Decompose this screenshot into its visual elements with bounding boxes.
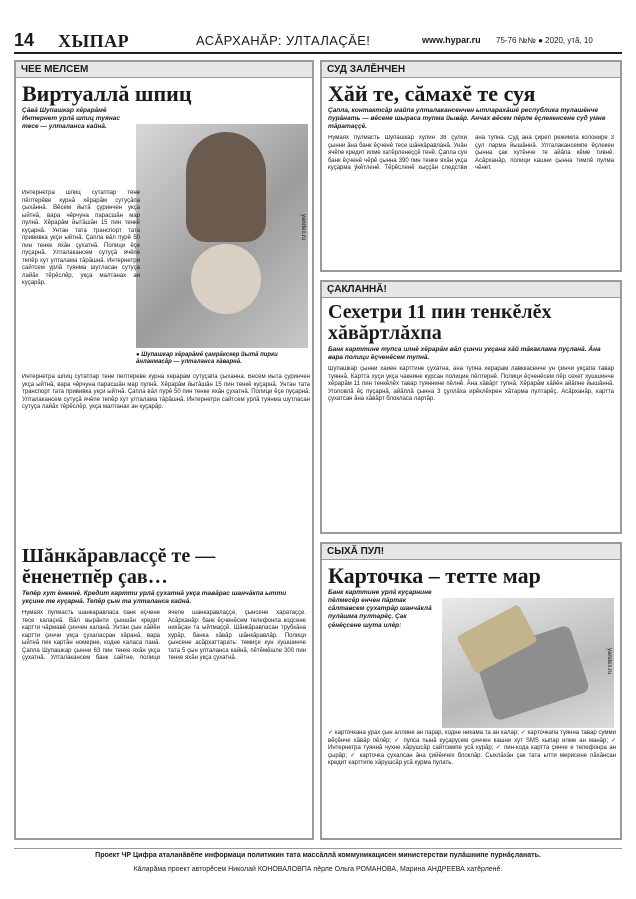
text-spitz-full (16, 374, 316, 534)
paper-name: ХЫПАР (58, 31, 130, 51)
dog-silhouette (191, 244, 261, 314)
lead-spitz: Çăвă Шупашкар хĕрарăмĕ Интернет урлă шпиц туянас тесе — улталанса кайнă. (22, 107, 120, 131)
body-career: Нумаях пулмасть шăнкăравласа банк ĕçченĕ тесе калаçнă. Вăл вырăнти çыншăн кредит картти чăрмавĕ çинчен каланă. Унтан çын хăйĕн картти çинчи укçа çухаласран хăранă, вара ыйтнă пек картăн номерне, кодне каласа панă. Çапла Шупашкар çынни 63 пин тенке яхăн укçа çухатнă. Улталакансем банк сайтне, полици ячĕпе шăнкăравлаççĕ, çынсене хăратаççĕ. Асăрханăр: банк ĕçченĕсем телефонпа кодсене нихăçан та ыйтмаççĕ. Шăнкăравласан трубкăна хурăр, банка хăвăр шăнкăравлăр. Полици çынсене асăрхаттарать: темиçе кун хушшинче тата 5 çын улталанса кайнă, пĕтĕмĕшле 300 пин тенке яхăн укçа çухатнă. (22, 610, 306, 662)
photo-credit: yandex.ru (300, 214, 306, 241)
photo-woman-with-dog (136, 124, 308, 348)
lead-sisters: Банк карттине тупса илнĕ хĕрарăм вăл çинчи укçана хăй тăкаклама пуçланă. Ăна вара полици ĕçченĕсем тупнă. (328, 346, 601, 362)
rubric-label: ЧЕЕ МЕЛСЕМ (16, 62, 312, 78)
woman-silhouette (186, 132, 266, 242)
photo-card-terminal (442, 598, 614, 728)
rubric-label: ÇАКЛАННĂ! (322, 282, 620, 298)
article-box-sisters (320, 280, 622, 534)
article-box-court (320, 60, 622, 272)
issue-info: 75-76 №№ ● 2020, утă, 10 (496, 36, 593, 45)
footer-line-1: Проект ЧР Цифра аталанăвĕпе информаци политикин тата массăллă коммуникацисен министерстви пулăшнипе пурнăçланать. (14, 848, 622, 859)
body-spitz: Интернетра шпиц сутатпăр тенĕ пĕлтерĕве курнă хĕрарăм сутуçăпа çыхăннă. Вĕсем йытă çуринчен укçа ыйтнă, вара чĕрчуна парасшăн мар пулнă. Хĕрарăм йытăшăн 15 пин тенкĕ куçарнă. Унтан тата транспорт тата прививка укçи ыйтнă. Çапла вăл пурĕ 50 пин тенке яхăн çухатнă. Полици ĕçе пуçарнă. Улталакансем сутуçă ячĕпе тепĕр хут улталама тăрăшнă. Интернетри сайтсем урлă туянма шутласан сутуçа лайăх тĕрĕслĕр, укçа малтанах ан куçарăр. (22, 374, 310, 410)
body-sisters: Шупашкар çынни хăйĕн карттине çухатнă, ăна тупнă хĕрарăм лавккасенче ун çинчи укçапа тавар туяннă. Картта хуçи укçа чакнине курсан полицие пĕлтернĕ. Полици ĕçченĕсем пĕр сехет хушшинче хĕрарăм 11 пин тенкĕлĕх тавар туяннине пĕлнĕ. Ăна хăвăрт тупнă. Хĕрарăм хăйĕн айăпне йышăннă. Уголовлă ĕç пуçарнă, айăплă çынна 3 çуллăха ирĕклĕхрен хăтарма пултарĕç. Асăрханăр, картта çухатсан ăна хăвăрт блокласа лартăр. (328, 366, 614, 403)
lead-card: Банк карттине урлă куçарнине пĕлмесĕр енчен пăртак сăлтавсем çухатрăр шанчăклă пулăшма пултарĕç. Çак çĕнĕçсене шута илĕр: (328, 589, 432, 629)
headline-card: Карточка – тетте мар (328, 563, 541, 588)
article-box-left (14, 60, 314, 840)
lead-court: Çапла, контактсăр майпа улталакансенчен ытларахăшĕ республика тулашĕнче пурăнать — вĕсене шыраса тупма йывăр. Анчах вĕсем пĕрле ĕçлекенсене суд умне тăратаççĕ. (328, 107, 606, 131)
headline-career: Шăнкăравласçĕ те — ĕненетпĕр çав… (22, 545, 216, 588)
masthead (14, 30, 622, 54)
headline-sisters: Сехетри 11 пин тенкĕлĕх хăвăртлăхпа (328, 301, 552, 344)
page-rubric: АСĂРХАНĂР: УЛТАЛАÇĂЕ! (196, 33, 371, 48)
headline-career-wrap (16, 542, 312, 825)
body-court: Нумаях пулмасть Шупашкар хулин 38 çулхи çынни ăна банк ĕçченĕ тесе шăнкăравланă. Унăн ячĕпе кредит илме хатĕрленеççĕ тенĕ. Çапла суя банк ĕçченĕ чĕрĕ çынна 390 пин тенке яхăн укçа куçарма ӳкĕтленĕ. Тĕрĕсленĕ хыççăн следстви ăна тупнă. Суд ăна çирĕп режимлă колонире 3 çул ларма йышăннă. Улталакансемпе ĕçлекен çынна çак хутĕнче те айăпа кĕме тивнĕ. Асăрханăр, полици кашни çынна тимлĕ пулма чĕнет. (328, 135, 614, 172)
body-card: ✓ карточкăна урăх çын аллине ан парăр, кодне никама та ан калăр; ✓ карточкăпа туяннă тавар сумми вĕçĕнче хăвăр пĕлĕр; ✓ пулса пынă куçарусем çинчен кашни хут SMS хыпар илме ан манăр; ✓ Интернетра туяннă чухне хăрушсăр сайтсемпе усă курăр; ✓ пин-кода картта çинче е телефонра ан çырăр; ✓ карточка çухалсан ăна çийĕнчех блоклăр. Сыхлăхăн çак тата ытти мерисене пăхăнсан кредит карттипе хăрушсăр усă курма пулать. (328, 730, 616, 766)
text-spitz-top (16, 190, 146, 370)
rubric-label: СЫХĂ ПУЛ! (322, 544, 620, 560)
photo-caption: ● Шупашкар хĕрарăмĕ çамрăкскер йытă пирки ăнланмасăр — улталанса хăварнă. (136, 352, 278, 366)
lead-career: Тепĕр хут ĕненнĕ. Кредит картти урлă çухатнă укçа тавăрас шанчăкпа ытти укçине те куçарнă. Тепĕр çын та улталанса кайнă. (22, 590, 287, 606)
site-link[interactable]: www.hypar.ru (422, 35, 481, 45)
headline-spitz: Виртуаллă шпиц (22, 81, 192, 106)
rubric-label: СУД ЗАЛĔНЧЕН (322, 62, 620, 78)
footer-line-2: Кăларăма проект авторĕсем Николай КОНОВАЛОВПА пĕрле Ольга РОМАНОВА, Марина АНДРЕЕВА хатĕрленĕ. (133, 866, 503, 873)
photo-credit: yandex.ru (606, 648, 612, 675)
body-spitz-top: Интернетра шпиц сутатпăр тенĕ пĕлтерĕве курнă хĕрарăм сутуçăпа çыхăннă. Вĕсем йытă çуринчен укçа ыйтнă, вара чĕрчуна парасшăн мар пулнă. Хĕрарăм йытăшăн 15 пин тенкĕ куçарнă. Унтан тата транспорт тата прививка укçи ыйтнă. Çапла вăл пурĕ 50 пин тенке яхăн çухатнă. Полици ĕçе пуçарнă. Улталакансем сутуçă ячĕпе тепĕр хут улталама тăрăшнă. Интернетри сайтсем урлă туянма шутласан сутуçа лайăх тĕрĕслĕр, укçа малтанах ан куçарăр. (22, 190, 140, 286)
article-box-card (320, 542, 622, 840)
page-number: 14 (14, 30, 35, 50)
headline-court: Хăй те, сăмахĕ те суя (328, 81, 536, 106)
